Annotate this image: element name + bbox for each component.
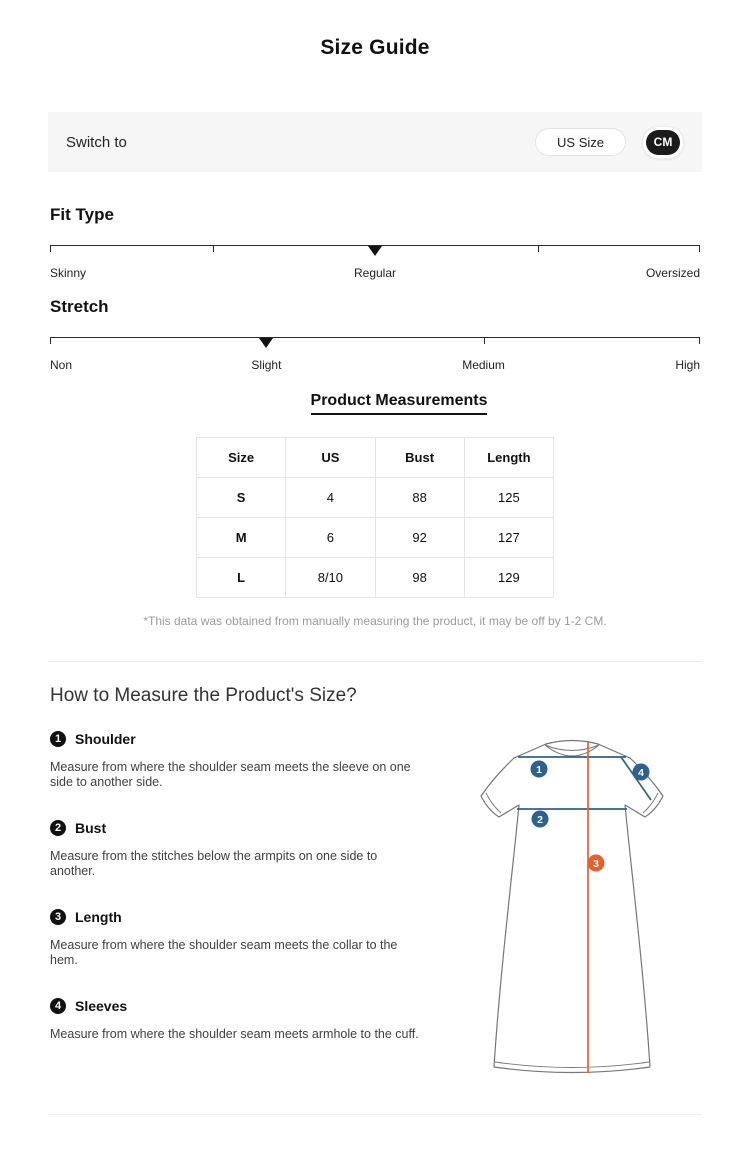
- value-cell: 125: [464, 478, 553, 518]
- switch-to-label: Switch to: [66, 133, 127, 151]
- unit-actions: [535, 126, 684, 159]
- size-cell: S: [197, 478, 286, 518]
- step-label: Sleeves: [75, 998, 128, 1014]
- step-description: Measure from where the shoulder seam meets the sleeve on one side to another side.: [50, 760, 411, 789]
- step-number-badge: 3: [50, 909, 66, 925]
- stretch-label-high: High: [675, 358, 700, 372]
- value-cell: 88: [375, 478, 464, 518]
- value-cell: 8/10: [286, 558, 375, 598]
- step-label: Bust: [75, 820, 107, 836]
- how-to-measure-section: [0, 685, 750, 1098]
- unit-toggle-button[interactable]: [642, 126, 684, 159]
- fit-type-indicator: [368, 246, 382, 256]
- measurements-footnote: *This data was obtained from manually measuring the product, it may be off by 1-2 CM.: [143, 614, 607, 628]
- column-header-length: Length: [464, 438, 553, 478]
- fit-type-labels: [50, 266, 700, 283]
- measure-step-bust: [50, 820, 450, 836]
- stretch-label-medium: Medium: [462, 358, 505, 372]
- stretch-tick: [484, 338, 485, 344]
- stretch-tick: [50, 338, 51, 344]
- step-description: Measure from where the shoulder seam meets the collar to the hem.: [50, 938, 398, 967]
- stretch-label-slight: Slight: [251, 358, 282, 372]
- bottom-divider: [48, 1114, 702, 1115]
- value-cell: 4: [286, 478, 375, 518]
- fit-type-tick: [50, 246, 51, 252]
- fit-stretch-section: [0, 205, 750, 375]
- fit-type-label-skinny: Skinny: [50, 266, 87, 280]
- section-divider: [48, 661, 702, 662]
- value-cell: 6: [286, 518, 375, 558]
- us-size-button[interactable]: US Size: [535, 128, 626, 156]
- step-number-badge: 2: [50, 820, 66, 836]
- stretch-tick: [699, 338, 700, 344]
- step-label: Length: [75, 909, 122, 925]
- table-row: [197, 558, 554, 598]
- table-row: [197, 478, 554, 518]
- measurements-table: [196, 437, 554, 598]
- dress-outline-illustration: [470, 733, 674, 1093]
- fit-type-tick: [699, 246, 700, 252]
- measure-step-shoulder: [50, 731, 450, 747]
- stretch-labels: [50, 358, 700, 375]
- diagram-marker-number: 1: [536, 763, 542, 776]
- fit-type-scale: [50, 245, 700, 257]
- step-label: Shoulder: [75, 731, 136, 747]
- diagram-marker-number: 4: [638, 766, 644, 779]
- fit-type-label-regular: Regular: [353, 266, 397, 280]
- fit-type-tick: [213, 246, 214, 252]
- stretch-heading: Stretch: [50, 297, 109, 316]
- dress-body-outline: [481, 741, 663, 1073]
- page-title: Size Guide: [320, 36, 430, 59]
- cm-unit-label: CM: [646, 130, 680, 155]
- stretch-scale: [50, 337, 700, 349]
- diagram-marker-number: 3: [593, 857, 599, 870]
- value-cell: 98: [375, 558, 464, 598]
- garment-diagram: [470, 733, 674, 1098]
- value-cell: 92: [375, 518, 464, 558]
- column-header-bust: Bust: [375, 438, 464, 478]
- value-cell: 127: [464, 518, 553, 558]
- value-cell: 129: [464, 558, 553, 598]
- fit-type-label-oversized: Oversized: [645, 266, 700, 280]
- step-description: Measure from the stitches below the armpits on one side to another.: [50, 849, 378, 878]
- step-description: Measure from where the shoulder seam meets armhole to the cuff.: [50, 1027, 419, 1041]
- table-row: [197, 518, 554, 558]
- column-header-us: US: [286, 438, 375, 478]
- step-number-badge: 4: [50, 998, 66, 1014]
- step-number-badge: 1: [50, 731, 66, 747]
- size-cell: M: [197, 518, 286, 558]
- how-to-measure-row: [50, 731, 700, 1098]
- column-header-size: Size: [197, 438, 286, 478]
- measure-step-length: [50, 909, 450, 925]
- measurements-section: [0, 392, 750, 628]
- unit-switch-bar: [48, 112, 702, 172]
- stretch-indicator: [259, 338, 273, 348]
- stretch-scale-line: [50, 337, 700, 338]
- stretch-label-non: Non: [50, 358, 73, 372]
- fit-type-tick: [538, 246, 539, 252]
- measurements-title: Product Measurements: [311, 392, 488, 415]
- size-cell: L: [197, 558, 286, 598]
- table-header-row: [197, 438, 554, 478]
- fit-type-heading: Fit Type: [50, 205, 114, 224]
- how-to-measure-title: How to Measure the Product's Size?: [50, 685, 357, 706]
- measure-steps-list: [50, 731, 450, 1098]
- diagram-marker-number: 2: [537, 813, 543, 826]
- measure-step-sleeves: [50, 998, 450, 1014]
